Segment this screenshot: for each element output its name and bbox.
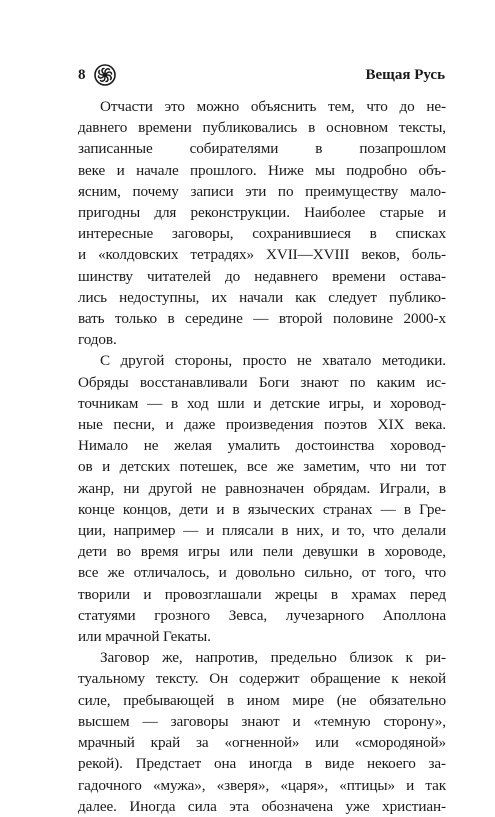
- paragraph: [78, 350, 446, 647]
- text-line: веке и начале прошлого. Ниже мы подробно объ-: [78, 161, 446, 179]
- text-line: высшем — заговоры знают и «темную сторону»,: [78, 712, 446, 730]
- text-line: шинству читателей до недавнего времени остава-: [78, 267, 446, 285]
- text-line: точникам — в ход шли и детские игры, и хоровод-: [78, 394, 446, 412]
- paragraph: [78, 647, 446, 817]
- text-line: творили и провозглашали жрецы в храмах перед: [78, 585, 446, 603]
- paragraph: [78, 96, 446, 350]
- text-line: далее. Иногда сила эта обозначена уже христиан-: [78, 797, 446, 815]
- text-line: или мрачной Гекаты.: [78, 628, 211, 646]
- text-line: гадочного «мужа», «зверя», «царя», «птицы» и так: [78, 776, 446, 794]
- text-line: ясним, почему записи эти по преимуществу мало-: [78, 182, 446, 200]
- running-header: [78, 64, 445, 86]
- text-line: дети во время игры или пели девушки в хороводе,: [78, 543, 446, 561]
- page-number: 8: [78, 66, 86, 83]
- text-line: интересные заговоры, сохранившиеся в списках: [78, 225, 446, 243]
- text-line: силе, пребывающей в ином мире (не обязательно: [78, 691, 446, 709]
- text-line: записанные собирателями в позапрошлом: [78, 140, 446, 158]
- text-line: Обряды восстанавливали Боги знают по каким ис-: [78, 373, 446, 391]
- text-line: туальному тексту. Он содержит обращение к некой: [78, 670, 446, 688]
- text-line: ные песни, и даже произведения поэтов XIX века.: [78, 416, 446, 434]
- text-line: годов.: [78, 331, 117, 349]
- text-line: ов и детских потешек, все же заметим, что ни тот: [78, 458, 446, 476]
- text-line: все же отличалось, и довольно сильно, от того, что: [78, 564, 446, 582]
- text-line: конце концов, дети и в языческих странах — в Гре-: [78, 500, 446, 518]
- text-line: Отчасти это можно объяснить тем, что до не-: [100, 98, 446, 115]
- text-line: лись недоступны, их начали как следует публико-: [78, 288, 446, 306]
- text-line: Заговор же, напротив, предельно близок к ри-: [100, 649, 446, 667]
- page-body: [78, 96, 446, 817]
- header-left: [78, 64, 116, 86]
- text-line: жанр, ни другой не равнозначен обрядам. Играли, в: [78, 479, 446, 497]
- book-title: Вещая Русь: [365, 66, 445, 83]
- text-line: пригодны для реконструкции. Наиболее старые и: [78, 204, 446, 222]
- text-line: ции, например — и плясали в них, и то, что делали: [78, 522, 446, 540]
- text-line: вать только в середине — второй половине 2000-х: [78, 310, 446, 328]
- text-line: С другой стороны, просто не хватало методики.: [100, 352, 446, 370]
- text-line: рекой). Предстает она иногда в виде некоего за-: [78, 755, 446, 773]
- text-line: мрачный край за «огненной» или «смородяной»: [78, 734, 446, 752]
- text-line: Нимало не желая умалить достоинства хоровод-: [78, 437, 446, 455]
- text-line: статуями грозного Зевса, лучезарного Аполлона: [78, 606, 446, 624]
- kolovrat-ornament-icon: [94, 64, 116, 86]
- text-line: и «колдовских тетрадях» XVII—XVIII веков, боль-: [78, 246, 446, 264]
- text-line: давнего времени публиковались в основном тексты,: [78, 119, 446, 137]
